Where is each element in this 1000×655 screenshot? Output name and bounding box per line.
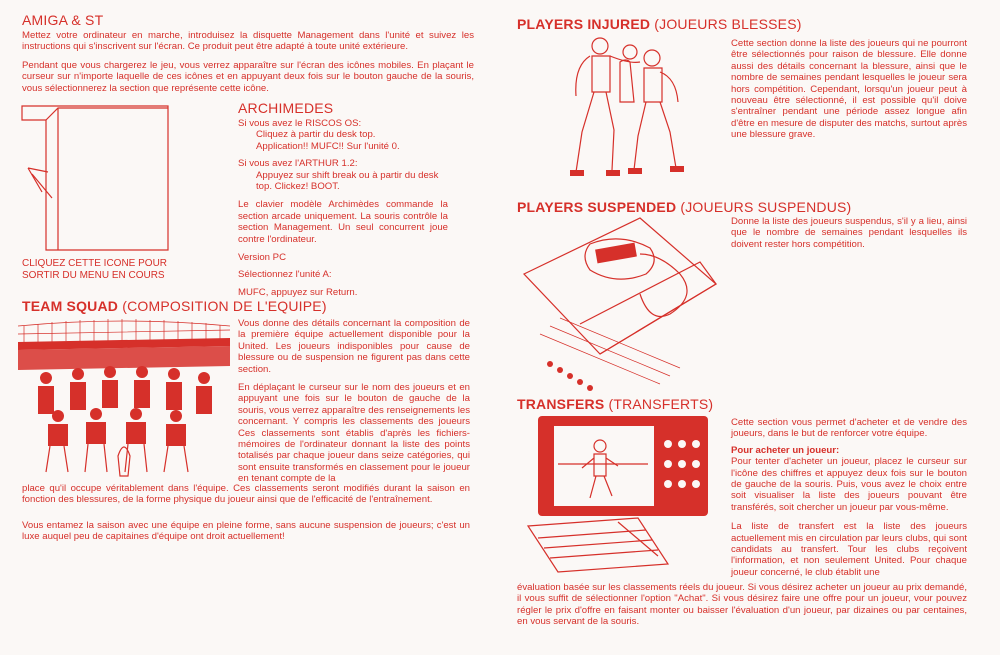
transfers-paragraph-2: Pour tenter d'acheter un joueur, placez le curseur sur l'icône des chiffres et appuyez deux fois sur le bouton de gauche de la souris. Puis, vous avez le choix entre soit visualiser la liste des joueurs pouvant être transférés, soit chercher un joueur par vous-même. — [731, 456, 967, 513]
archimedes-title: ARCHIMEDES — [238, 100, 334, 116]
archimedes-riscos-step-2: Application!! MUFC!! Sur l'unité 0. — [256, 140, 400, 152]
exit-icon — [18, 100, 193, 260]
injured-paragraph: Cette section donne la liste des joueurs qui ne pourront être sélectionnés pour raison de blessure. Elle donne aussi des détails concernant la blessure, ainsi que le nombre de semaines pendant lesquelles le joueur sera hors compétition. Cependant, lorsqu'un joueur peut à nouveau être sélectionné, il est possible qu'il doive s'entraîner pendant une période assez longue afin d'être en mesure de disputer des matchs, surtout après une blessure grave. — [731, 38, 967, 141]
suspended-paragraph: Donne la liste des joueurs suspendus, s'il y a lieu, ainsi que le nombre de semaines pendant lesquelles ils doivent rester hors compétition. — [731, 216, 967, 250]
players-injured-title: PLAYERS INJURED (JOUEURS BLESSES) — [517, 16, 802, 32]
transfers-subtitle: Pour acheter un joueur: — [731, 444, 840, 456]
team-paragraph-1: Vous donne des détails concernant la composition de la première équipe actuellement disponible pour la United. Les joueurs indisponibles pour cause de blessure ou de suspension ne figurent pas dans cette section. — [238, 318, 470, 375]
team-paragraph-3: Vous entamez la saison avec une équipe en pleine forme, sans aucune suspension de joueurs; c'est un luxe auquel peu de capitaines d'équipe ont droit actuellement! — [22, 520, 470, 543]
team-squad-title: TEAM SQUAD (COMPOSITION DE L'EQUIPE) — [22, 298, 327, 314]
injured-players-illustration — [560, 32, 700, 182]
version-pc: Version PC — [238, 252, 286, 264]
archimedes-riscos: Si vous avez le RISCOS OS: — [238, 118, 362, 129]
select-unit: Sélectionnez l'unité A: — [238, 269, 332, 281]
players-suspended-title: PLAYERS SUSPENDED (JOUEURS SUSPENDUS) — [517, 199, 852, 215]
icon-caption: CLIQUEZ CETTE ICONE POUR SORTIR DU MENU EN COURS — [22, 258, 168, 281]
amiga-title: AMIGA & ST — [22, 12, 104, 28]
amiga-paragraph-1: Mettez votre ordinateur en marche, introduisez la disquette Management dans l'unité et suivez les instructions qui s'inscrivent sur l'écran. Ce produit peut être adapté à toute unité extérieure. — [22, 30, 474, 53]
archimedes-arthur-step: Appuyez sur shift break ou à partir du desk top. Clickez! BOOT. — [256, 169, 439, 193]
team-paragraph-2a: En déplaçant le curseur sur le nom des joueurs et en appuyant une fois sur le bouton de gauche de la souris, vous verrez apparaître des renseignements les concernant. Y compris les classements des joueurs Ces classements sont établis d'après les fichiers-mémoires de l'ordinateur donnant la liste des points totalisés par chaque joueur dans seize catégories, qui sont ensuite transformés en classement pour le joueur en tenant compte de la — [238, 382, 470, 485]
mufc-return: MUFC, appuyez sur Return. — [238, 286, 358, 298]
transfers-paragraph-3a: La liste de transfert est la liste des joueurs actuellement mis en circulation par leurs clubs, qui sont candidats au transfert. Tour les clubs reçoivent l'information, et non seulement United. Pour chaque joueur concerné, le club établit une — [731, 521, 967, 578]
tv-transfer-illustration — [518, 414, 718, 574]
amiga-paragraph-2: Pendant que vous chargerez le jeu, vous verrez apparaître sur l'écran des icônes mobiles. En plaçant le curseur sur n'importe laquelle de ces icônes et en appuyant deux fois sur le bouton gauche de la souris, vous sélectionnerez la section que représente cette icône. — [22, 60, 474, 94]
transfers-paragraph-1: Cette section vous permet d'acheter et de vendre des joueurs, dans le but de renforcer votre équipe. — [731, 417, 967, 440]
archimedes-paragraph: Le clavier modèle Archimèdes commande la section arcade uniquement. La souris contrôle la section Management. Un seul concurrent joue contre l'ordinateur. — [238, 199, 448, 245]
archimedes-arthur: Si vous avez l'ARTHUR 1.2: — [238, 158, 358, 170]
archimedes-riscos-step-1: Cliquez à partir du desk top. — [256, 129, 376, 141]
whistle-notebook-illustration — [520, 214, 720, 394]
transfers-title: TRANSFERS (TRANSFERTS) — [517, 396, 714, 412]
team-photo-illustration — [18, 316, 230, 484]
transfers-paragraph-3b: évaluation basée sur les classements réels du joueur. Si vous désirez acheter un joueur au prix demandé, il vous suffit de sélectionner l'option "Achat". Si vous désirez faire une offre pour un joueur, vour pouvez régler le prix d'offre en faisant monter ou baisser l'évaluation d'un joueur, par dizaines ou par centaines, en vous servant de la souris. — [517, 582, 967, 628]
team-paragraph-2b: place qu'il occupe véritablement dans l'équipe. Ces classements seront modifiés durant la saison en fonction des blessures, de la forme physique du joueur ainsi que de l'efficacité de l'entraînement. — [22, 483, 470, 506]
